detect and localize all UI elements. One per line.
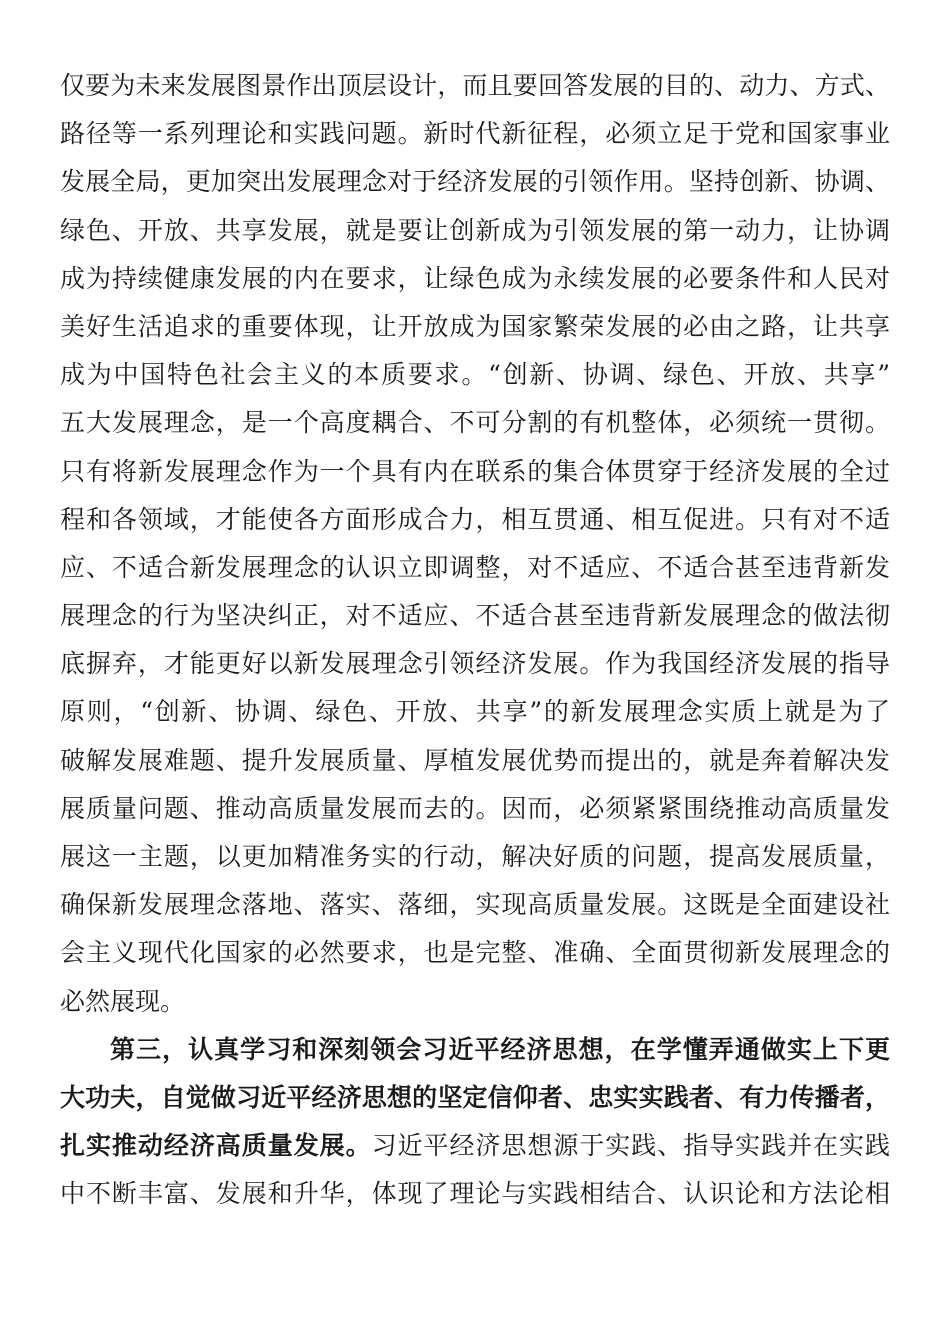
- paragraph-heading-line: 大功夫，自觉做习近平经济思想的坚定信仰者、忠实实践者、有力传播者，: [60, 1082, 890, 1112]
- paragraph-line: 程和各领域，才能使各方面形成合力，相互贯通、相互促进。只有对不适: [60, 504, 890, 534]
- paragraph-line: 会主义现代化国家的必然要求，也是完整、准确、全面贯彻新发展理念的: [60, 938, 890, 968]
- paragraph-line: 应、不适合新发展理念的认识立即调整，对不适应、不适合甚至违背新发: [60, 552, 890, 582]
- paragraph-line: 破解发展难题、提升发展质量、厚植发展优势而提出的，就是奔着解决发: [60, 745, 890, 775]
- paragraph-line: 成为持续健康发展的内在要求，让绿色成为永续发展的必要条件和人民对: [60, 263, 890, 293]
- paragraph-line: 必然展现。: [60, 986, 186, 1016]
- paragraph-line: 中不断丰富、发展和升华，体现了理论与实践相结合、认识论和方法论相: [60, 1179, 890, 1209]
- paragraph-line: 美好生活追求的重要体现，让开放成为国家繁荣发展的必由之路，让共享: [60, 311, 890, 341]
- paragraph-body-text: 习近平经济思想源于实践、指导实践并在实践: [371, 1131, 890, 1161]
- paragraph-line: 仅要为未来发展图景作出顶层设计，而且要回答发展的目的、动力、方式、: [60, 71, 890, 100]
- paragraph-heading-line: 第三，认真学习和深刻领会习近平经济思想，在学懂弄通做实上下更: [110, 1034, 890, 1064]
- paragraph-line: 展这一主题，以更加精准务实的行动，解决好质的问题，提高发展质量，: [60, 842, 890, 871]
- document-body: [60, 62, 890, 1219]
- paragraph-heading-text: 扎实推动经济高质量发展。: [60, 1131, 372, 1161]
- paragraph-line: 展理念的行为坚决纠正，对不适应、不适合甚至违背新发展理念的做法彻: [60, 601, 890, 631]
- paragraph-1: [60, 62, 890, 1026]
- paragraph-line: 发展全局，更加突出发展理念对于经济发展的引领作用。坚持创新、协调、: [60, 167, 890, 197]
- paragraph-line: 成为中国特色社会主义的本质要求。“创新、协调、绿色、开放、共享”: [60, 360, 890, 390]
- paragraph-line: 原则，“创新、协调、绿色、开放、共享”的新发展理念实质上就是为了: [60, 697, 890, 727]
- paragraph-mixed-line: [60, 1122, 890, 1170]
- paragraph-line: 五大发展理念，是一个高度耦合、不可分割的有机整体，必须统一贯彻。: [60, 408, 890, 438]
- paragraph-line: 路径等一系列理论和实践问题。新时代新征程，必须立足于党和国家事业: [60, 119, 890, 149]
- paragraph-line: 只有将新发展理念作为一个具有内在联系的集合体贯穿于经济发展的全过: [60, 456, 890, 486]
- paragraph-line: 绿色、开放、共享发展，就是要让创新成为引领发展的第一动力，让协调: [60, 215, 890, 245]
- paragraph-line: 底摒弃，才能更好以新发展理念引领经济发展。作为我国经济发展的指导: [60, 649, 890, 679]
- paragraph-2: [60, 1026, 890, 1219]
- paragraph-line: 确保新发展理念落地、落实、落细，实现高质量发展。这既是全面建设社: [60, 890, 890, 920]
- paragraph-line: 展质量问题、推动高质量发展而去的。因而，必须紧紧围绕推动高质量发: [60, 793, 890, 823]
